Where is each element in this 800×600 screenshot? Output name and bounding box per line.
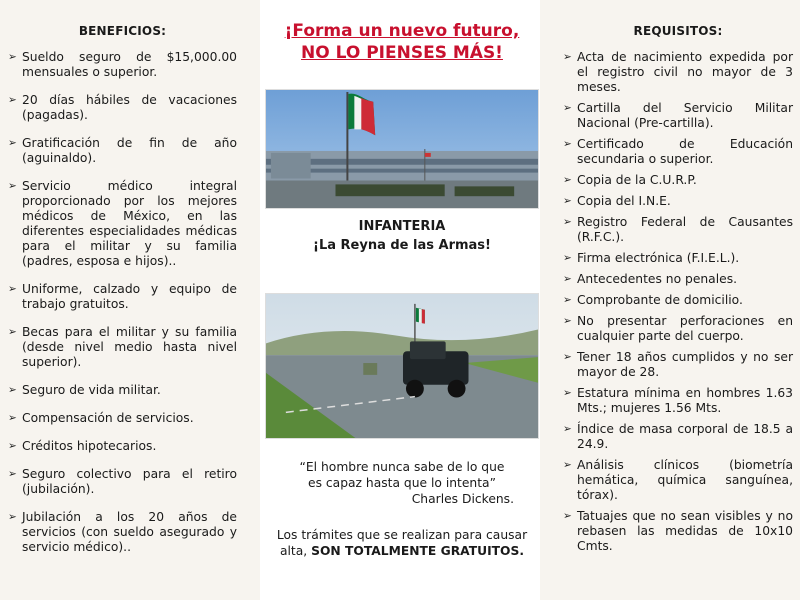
branch-heading <box>262 217 542 255</box>
parade-flag-photo <box>265 89 539 209</box>
footer-note <box>262 527 542 559</box>
footer-bold-text: SON TOTALMENTE GRATUITOS. <box>311 544 525 558</box>
benefit-item: ➢ Gratificación de fin de año (aguinaldo). <box>8 136 237 166</box>
requirement-item: ➢ Antecedentes no penales. <box>563 272 793 287</box>
benefit-item: ➢ Créditos hipotecarios. <box>8 439 237 454</box>
benefit-item: ➢ Servicio médico integral proporcionado por los mejores médicos de México, en las diferentes especialidades médicas para el militar y su familia (padres, esposa e hijos).. <box>8 179 237 269</box>
requirement-item: ➢ Cartilla del Servicio Militar Nacional (Pre-cartilla). <box>563 101 793 131</box>
requirement-item: ➢ Copia del I.N.E. <box>563 194 793 209</box>
requirements-column <box>555 0 797 560</box>
slogan-line-2: NO LO PIENSES MÁS! <box>301 43 503 63</box>
slogan <box>262 20 542 64</box>
requirement-item: ➢ Registro Federal de Causantes (R.F.C.). <box>563 215 793 245</box>
benefits-list <box>8 50 237 555</box>
quote-author: Charles Dickens. <box>411 492 514 506</box>
benefit-item: ➢ Seguro de vida militar. <box>8 383 237 398</box>
quote-block <box>262 459 542 507</box>
branch-motto: ¡La Reyna de las Armas! <box>313 238 491 253</box>
footer-text: Los trámites que se realizan para causar alta, <box>276 528 528 558</box>
branch-name: INFANTERIA <box>358 219 446 234</box>
benefit-item: ➢ Compensación de servicios. <box>8 411 237 426</box>
quote-line-2: es capaz hasta que lo intenta” <box>308 476 496 490</box>
military-vehicle-photo <box>265 293 539 439</box>
requirement-item: ➢ Tatuajes que no sean visibles y no rebasen las medidas de 10x10 Cmts. <box>563 509 793 554</box>
requirements-title: REQUISITOS: <box>633 24 723 38</box>
center-column <box>262 20 542 559</box>
requirement-item: ➢ Índice de masa corporal de 18.5 a 24.9. <box>563 422 793 452</box>
slogan-line-1: ¡Forma un nuevo futuro, <box>284 21 520 41</box>
requirement-item: ➢ Copia de la C.U.R.P. <box>563 173 793 188</box>
benefit-item: ➢ Sueldo seguro de $15,000.00 mensuales o superior. <box>8 50 237 80</box>
requirement-item: ➢ Tener 18 años cumplidos y no ser mayor de 28. <box>563 350 793 380</box>
benefits-column <box>0 0 245 568</box>
requirement-item: ➢ Comprobante de domicilio. <box>563 293 793 308</box>
benefit-item: ➢ Becas para el militar y su familia (desde nivel medio hasta nivel superior). <box>8 325 237 370</box>
benefit-item: ➢ Seguro colectivo para el retiro (jubilación). <box>8 467 237 497</box>
benefit-item: ➢ 20 días hábiles de vacaciones (pagadas). <box>8 93 237 123</box>
requirement-item: ➢ Certificado de Educación secundaria o superior. <box>563 137 793 167</box>
requirement-item: ➢ Firma electrónica (F.I.E.L.). <box>563 251 793 266</box>
benefit-item: ➢ Uniforme, calzado y equipo de trabajo gratuitos. <box>8 282 237 312</box>
requirement-item: ➢ No presentar perforaciones en cualquier parte del cuerpo. <box>563 314 793 344</box>
benefit-item: ➢ Jubilación a los 20 años de servicios (con sueldo asegurado y servicio médico).. <box>8 510 237 555</box>
requirement-item: ➢ Estatura mínima en hombres 1.63 Mts.; mujeres 1.56 Mts. <box>563 386 793 416</box>
requirement-item: ➢ Acta de nacimiento expedida por el registro civil no mayor de 3 meses. <box>563 50 793 95</box>
requirements-list <box>563 50 793 554</box>
quote-line-1: “El hombre nunca sabe de lo que <box>299 460 505 474</box>
requirement-item: ➢ Análisis clínicos (biometría hemática, química sanguínea, tórax). <box>563 458 793 503</box>
benefits-title: BENEFICIOS: <box>78 24 167 38</box>
